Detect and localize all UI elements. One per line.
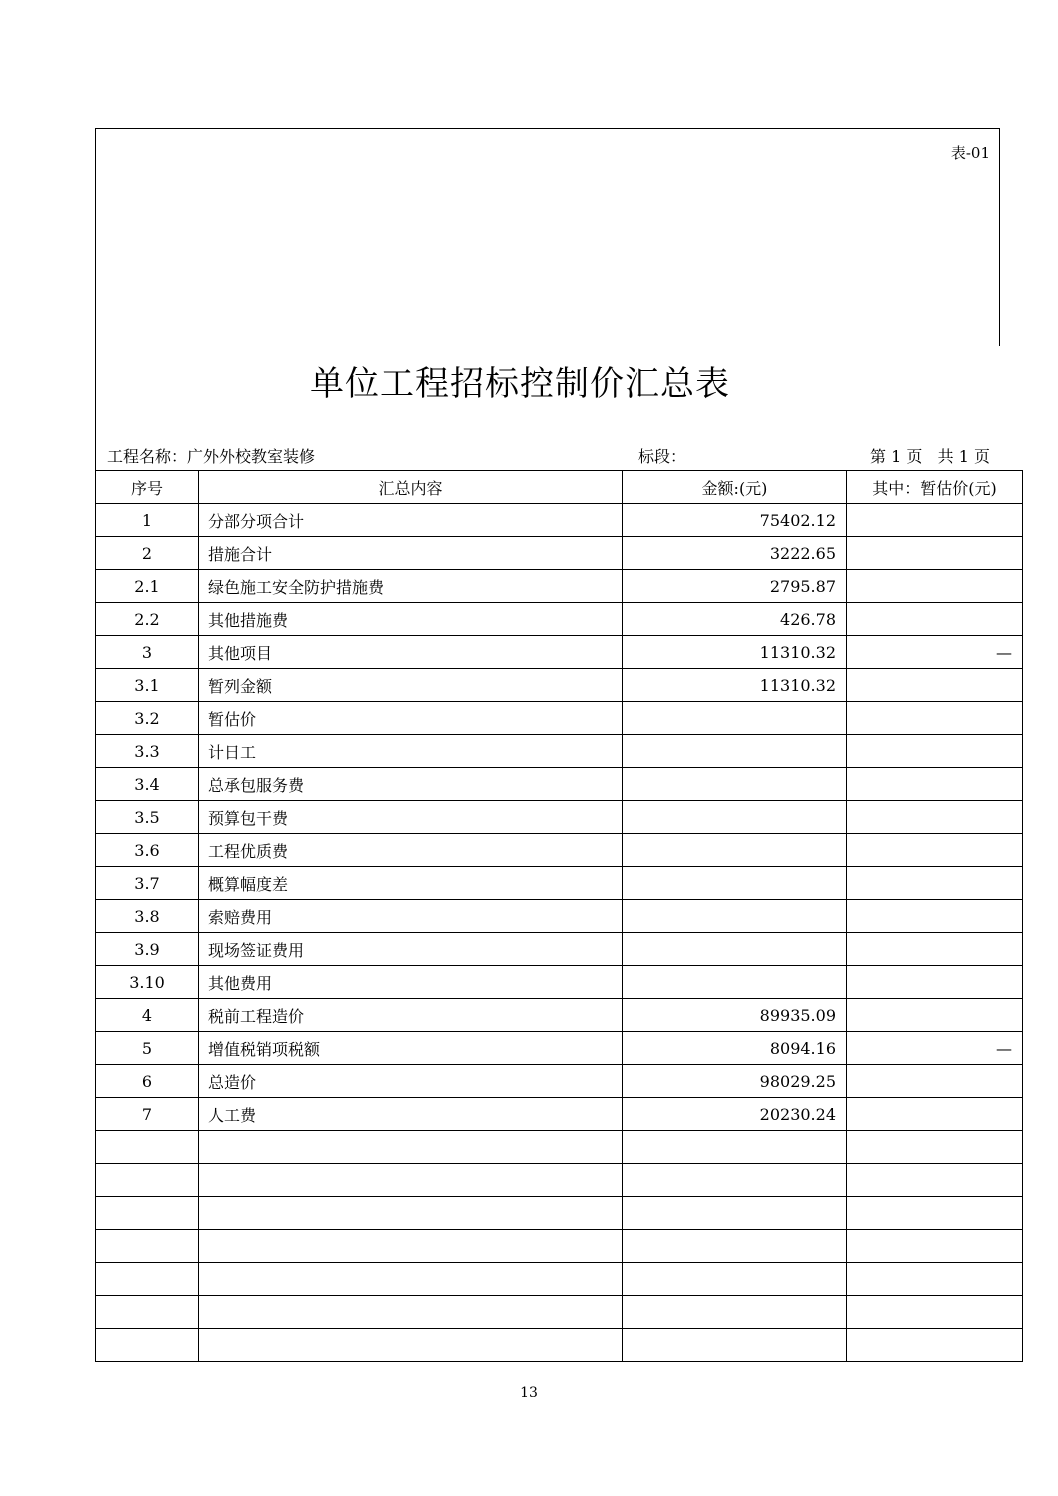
row-content: 人工费 — [199, 1098, 623, 1131]
table-row — [96, 966, 1023, 999]
row-provisional — [847, 603, 1023, 636]
row-content: 计日工 — [199, 735, 623, 768]
table-row — [96, 768, 1023, 801]
table-row — [96, 801, 1023, 834]
header-content: 汇总内容 — [199, 471, 623, 504]
row-amount — [623, 1131, 847, 1164]
row-content: 总造价 — [199, 1065, 623, 1098]
row-amount — [623, 735, 847, 768]
table-row — [96, 702, 1023, 735]
header-provisional: 其中：暂估价(元) — [847, 471, 1023, 504]
row-amount — [623, 966, 847, 999]
row-amount: 11310.32 — [623, 669, 847, 702]
row-seq — [96, 1164, 199, 1197]
row-amount — [623, 1329, 847, 1362]
row-provisional — [847, 1263, 1023, 1296]
row-amount — [623, 867, 847, 900]
row-seq: 3.5 — [96, 801, 199, 834]
row-provisional — [847, 669, 1023, 702]
row-seq: 3.6 — [96, 834, 199, 867]
row-seq: 2 — [96, 537, 199, 570]
row-amount — [623, 1230, 847, 1263]
row-amount: 98029.25 — [623, 1065, 847, 1098]
row-seq: 3.1 — [96, 669, 199, 702]
table-row — [96, 669, 1023, 702]
row-amount: 89935.09 — [623, 999, 847, 1032]
row-content: 暂估价 — [199, 702, 623, 735]
row-amount — [623, 1296, 847, 1329]
row-seq: 2.2 — [96, 603, 199, 636]
row-content: 措施合计 — [199, 537, 623, 570]
row-provisional — [847, 1296, 1023, 1329]
frame-right-border — [999, 128, 1000, 346]
row-content — [199, 1329, 623, 1362]
row-provisional — [847, 867, 1023, 900]
row-seq: 3.8 — [96, 900, 199, 933]
form-code: 表-01 — [950, 144, 990, 162]
row-provisional — [847, 801, 1023, 834]
row-amount — [623, 768, 847, 801]
row-content: 工程优质费 — [199, 834, 623, 867]
row-content — [199, 1263, 623, 1296]
row-amount: 2795.87 — [623, 570, 847, 603]
row-provisional — [847, 933, 1023, 966]
table-header-row — [96, 471, 1023, 504]
table-row — [96, 504, 1023, 537]
row-seq: 3.2 — [96, 702, 199, 735]
row-content: 税前工程造价 — [199, 999, 623, 1032]
row-content — [199, 1296, 623, 1329]
table-row — [96, 603, 1023, 636]
row-amount — [623, 900, 847, 933]
project-label: 工程名称： — [107, 447, 188, 466]
row-content — [199, 1131, 623, 1164]
row-content: 预算包干费 — [199, 801, 623, 834]
row-amount — [623, 702, 847, 735]
table-row — [96, 1032, 1023, 1065]
table-row — [96, 1263, 1023, 1296]
section-label: 标段： — [638, 447, 687, 466]
row-amount — [623, 1263, 847, 1296]
row-provisional — [847, 537, 1023, 570]
row-provisional — [847, 1197, 1023, 1230]
row-seq: 1 — [96, 504, 199, 537]
table-row — [96, 1197, 1023, 1230]
row-seq: 2.1 — [96, 570, 199, 603]
row-seq: 3.3 — [96, 735, 199, 768]
row-content: 其他项目 — [199, 636, 623, 669]
row-amount — [623, 801, 847, 834]
frame-top-border — [95, 128, 1000, 129]
row-content: 概算幅度差 — [199, 867, 623, 900]
table-row — [96, 1164, 1023, 1197]
table-row — [96, 570, 1023, 603]
table-row — [96, 1065, 1023, 1098]
page-number: 13 — [520, 1385, 538, 1401]
row-content: 其他费用 — [199, 966, 623, 999]
table-row — [96, 1296, 1023, 1329]
row-seq: 5 — [96, 1032, 199, 1065]
row-content — [199, 1197, 623, 1230]
row-amount: 11310.32 — [623, 636, 847, 669]
header-seq: 序号 — [96, 471, 199, 504]
table-row — [96, 834, 1023, 867]
project-name: 广外外校教室装修 — [187, 447, 316, 466]
row-content — [199, 1164, 623, 1197]
row-amount — [623, 1197, 847, 1230]
row-provisional — [847, 1164, 1023, 1197]
table-row — [96, 1329, 1023, 1362]
row-provisional — [847, 735, 1023, 768]
table-row — [96, 1131, 1023, 1164]
frame-left-border — [95, 128, 96, 472]
row-provisional — [847, 999, 1023, 1032]
row-amount — [623, 1164, 847, 1197]
header-amount: 金额:(元) — [623, 471, 847, 504]
row-provisional — [847, 702, 1023, 735]
row-content: 暂列金额 — [199, 669, 623, 702]
row-content: 现场签证费用 — [199, 933, 623, 966]
row-provisional: — — [847, 636, 1023, 669]
table-row — [96, 933, 1023, 966]
row-provisional — [847, 1098, 1023, 1131]
summary-table — [95, 470, 1023, 1362]
row-amount: 20230.24 — [623, 1098, 847, 1131]
table-row — [96, 1230, 1023, 1263]
table-row — [96, 537, 1023, 570]
row-seq — [96, 1131, 199, 1164]
row-provisional — [847, 834, 1023, 867]
row-provisional — [847, 966, 1023, 999]
row-seq: 4 — [96, 999, 199, 1032]
row-content: 其他措施费 — [199, 603, 623, 636]
row-provisional — [847, 1131, 1023, 1164]
row-provisional: — — [847, 1032, 1023, 1065]
row-seq: 3.4 — [96, 768, 199, 801]
table-row — [96, 999, 1023, 1032]
row-provisional — [847, 1065, 1023, 1098]
row-content: 绿色施工安全防护措施费 — [199, 570, 623, 603]
row-seq: 3.10 — [96, 966, 199, 999]
project-info — [107, 444, 315, 467]
row-provisional — [847, 900, 1023, 933]
row-content: 索赔费用 — [199, 900, 623, 933]
table-row — [96, 900, 1023, 933]
row-seq — [96, 1197, 199, 1230]
row-seq — [96, 1329, 199, 1362]
page-title: 单位工程招标控制价汇总表 — [310, 364, 730, 404]
row-content — [199, 1230, 623, 1263]
table-row — [96, 1098, 1023, 1131]
row-amount: 3222.65 — [623, 537, 847, 570]
row-provisional — [847, 768, 1023, 801]
row-seq — [96, 1230, 199, 1263]
row-provisional — [847, 1329, 1023, 1362]
row-content: 增值税销项税额 — [199, 1032, 623, 1065]
row-seq: 3.9 — [96, 933, 199, 966]
row-amount: 8094.16 — [623, 1032, 847, 1065]
row-seq — [96, 1296, 199, 1329]
table-row — [96, 636, 1023, 669]
row-seq — [96, 1263, 199, 1296]
row-seq: 3.7 — [96, 867, 199, 900]
row-content: 分部分项合计 — [199, 504, 623, 537]
row-seq: 7 — [96, 1098, 199, 1131]
row-provisional — [847, 504, 1023, 537]
page-info: 第 1 页 共 1 页 — [870, 447, 990, 466]
row-seq: 3 — [96, 636, 199, 669]
row-provisional — [847, 1230, 1023, 1263]
table-row — [96, 735, 1023, 768]
row-amount: 426.78 — [623, 603, 847, 636]
row-content: 总承包服务费 — [199, 768, 623, 801]
row-amount — [623, 834, 847, 867]
table-row — [96, 867, 1023, 900]
row-provisional — [847, 570, 1023, 603]
row-seq: 6 — [96, 1065, 199, 1098]
row-amount: 75402.12 — [623, 504, 847, 537]
row-amount — [623, 933, 847, 966]
